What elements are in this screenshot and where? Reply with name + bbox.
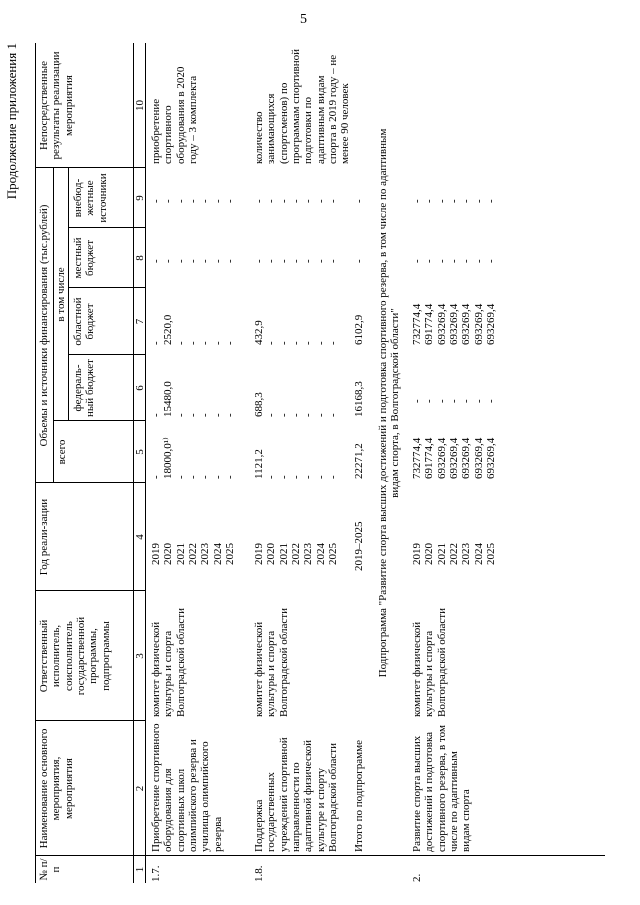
header-total: всего [56,439,68,465]
row-federal: - - - - - - - [411,399,497,403]
subtotal-extra: - [353,199,365,203]
header-results: Непосредственные результаты реализации мероприятия [38,51,75,160]
col-number: 9 [134,195,146,201]
subtotal-label: Итого по подпрограмме [353,740,365,852]
row-regional: 432,9 - - - - - - [253,320,339,345]
row-name: Поддержка государственных учреждений спортивной направленности по адаптивной физической культуре и спорту Волгоградской области [253,737,339,852]
row-executor: комитет физической культуры и спорта Волгоградской области [253,608,290,717]
col-line-4 [35,482,145,483]
row-years: 2019 2020 2021 2022 2023 2024 2025 [253,543,339,565]
row-local: - - - - - - - [411,259,497,263]
header-federal: федераль-ный бюджет [72,359,97,417]
row-executor: комитет физической культуры и спорта Волгоградской области [150,608,187,717]
col-number: 2 [134,785,146,792]
row-regional: 732774,4 691774,4 693269,4 693269,4 693269,4 693269,4 693269,4 [411,303,497,345]
table-border-top [35,43,36,883]
col-number: 3 [134,653,146,659]
col-number: 4 [134,534,146,540]
header-incl: в том числе [55,267,67,322]
row-result: количество занимающихся (спортсменов) по программам спортивной подготовки по адаптивным видам спорта в 2019 году – не менее 90 человек [253,48,352,164]
row-years: 2019 2020 2021 2022 2023 2024 2025 [411,543,497,565]
col-line-1 [35,855,605,856]
col-number: 6 [134,385,146,391]
col-number: 1 [134,866,146,873]
row-extra: - - - - - - - [253,199,339,203]
row-regional: - 2520,0 - - - - - [150,314,236,345]
row-number: 1.8. [253,865,265,882]
row-local: - - - - - - - [150,259,236,263]
row-name: Приобретение спортивного оборудования для спортивных школ олимпийского резерва и училища олимпийского резерва [150,723,224,852]
subtotal-years: 2019–2025 [353,521,365,571]
row-total: 1121,2 - - - - - - [253,449,339,479]
col-number: 5 [134,449,146,455]
row-executor: комитет физической культуры и спорта Волгоградской области [411,608,448,717]
row-number: 2. [411,873,423,882]
subtotal-federal: 16168,3 [353,381,365,417]
header-volumes: Объемы и источники финансирования (тыс.рублей) [38,204,50,447]
subtotal-local: - [353,259,365,263]
header-regional: областной бюджет [72,297,97,346]
rotated-table-page [4,43,605,883]
volumes-divider [53,168,54,483]
header-local: местный бюджет [72,237,97,279]
header-num: № п/п [38,858,63,881]
continuation-label: Продолжение приложения 1 [4,43,19,200]
row-total: 732774,4 691774,4 693269,4 693269,4 693269,4 693269,4 693269,4 [411,437,497,479]
subtotal-total: 22271,2 [353,443,365,479]
row-federal: 688,3 - - - - - - [253,392,339,417]
row-local: - - - - - - - [253,259,339,263]
row-total: - 18000,0¹⁾ - - - - - [150,437,236,479]
col-number: 7 [134,318,146,325]
row-number: 1.7. [150,865,162,882]
subprogram-title: Подпрограмма "Развитие спорта высших достижений и подготовка спортивного резерва, в том числе по адаптивным видам спорта, в Волгоградской области" [377,128,402,678]
col-number: 10 [134,100,146,111]
row-result: приобретение спортивного оборудования в 2020 году – 3 комплекта [150,66,199,164]
header-year: Год реали-зации [38,498,50,576]
subtotal-regional: 6102,9 [353,314,365,345]
header-extra: внебюд-жетные источники [72,173,109,223]
header-executor: Ответственный исполнитель, соисполнитель государственной программы, подпрограммы [38,616,112,696]
row-extra: - - - - - - - [411,199,497,203]
page-number: 5 [300,12,307,27]
row-name: Развитие спорта высших достижений и подготовка спортивного резерва, в том числе по адаптивным видам спорта [411,725,473,852]
row-extra: - - - - - - - [150,199,236,203]
col-number: 8 [134,255,146,261]
header-name: Наименование основного мероприятия, мероприятия [38,728,75,849]
incl-divider [68,168,69,421]
row-years: 2019 2020 2021 2022 2023 2024 2025 [150,543,236,565]
row-federal: - 15480,0 - - - - - [150,381,236,417]
